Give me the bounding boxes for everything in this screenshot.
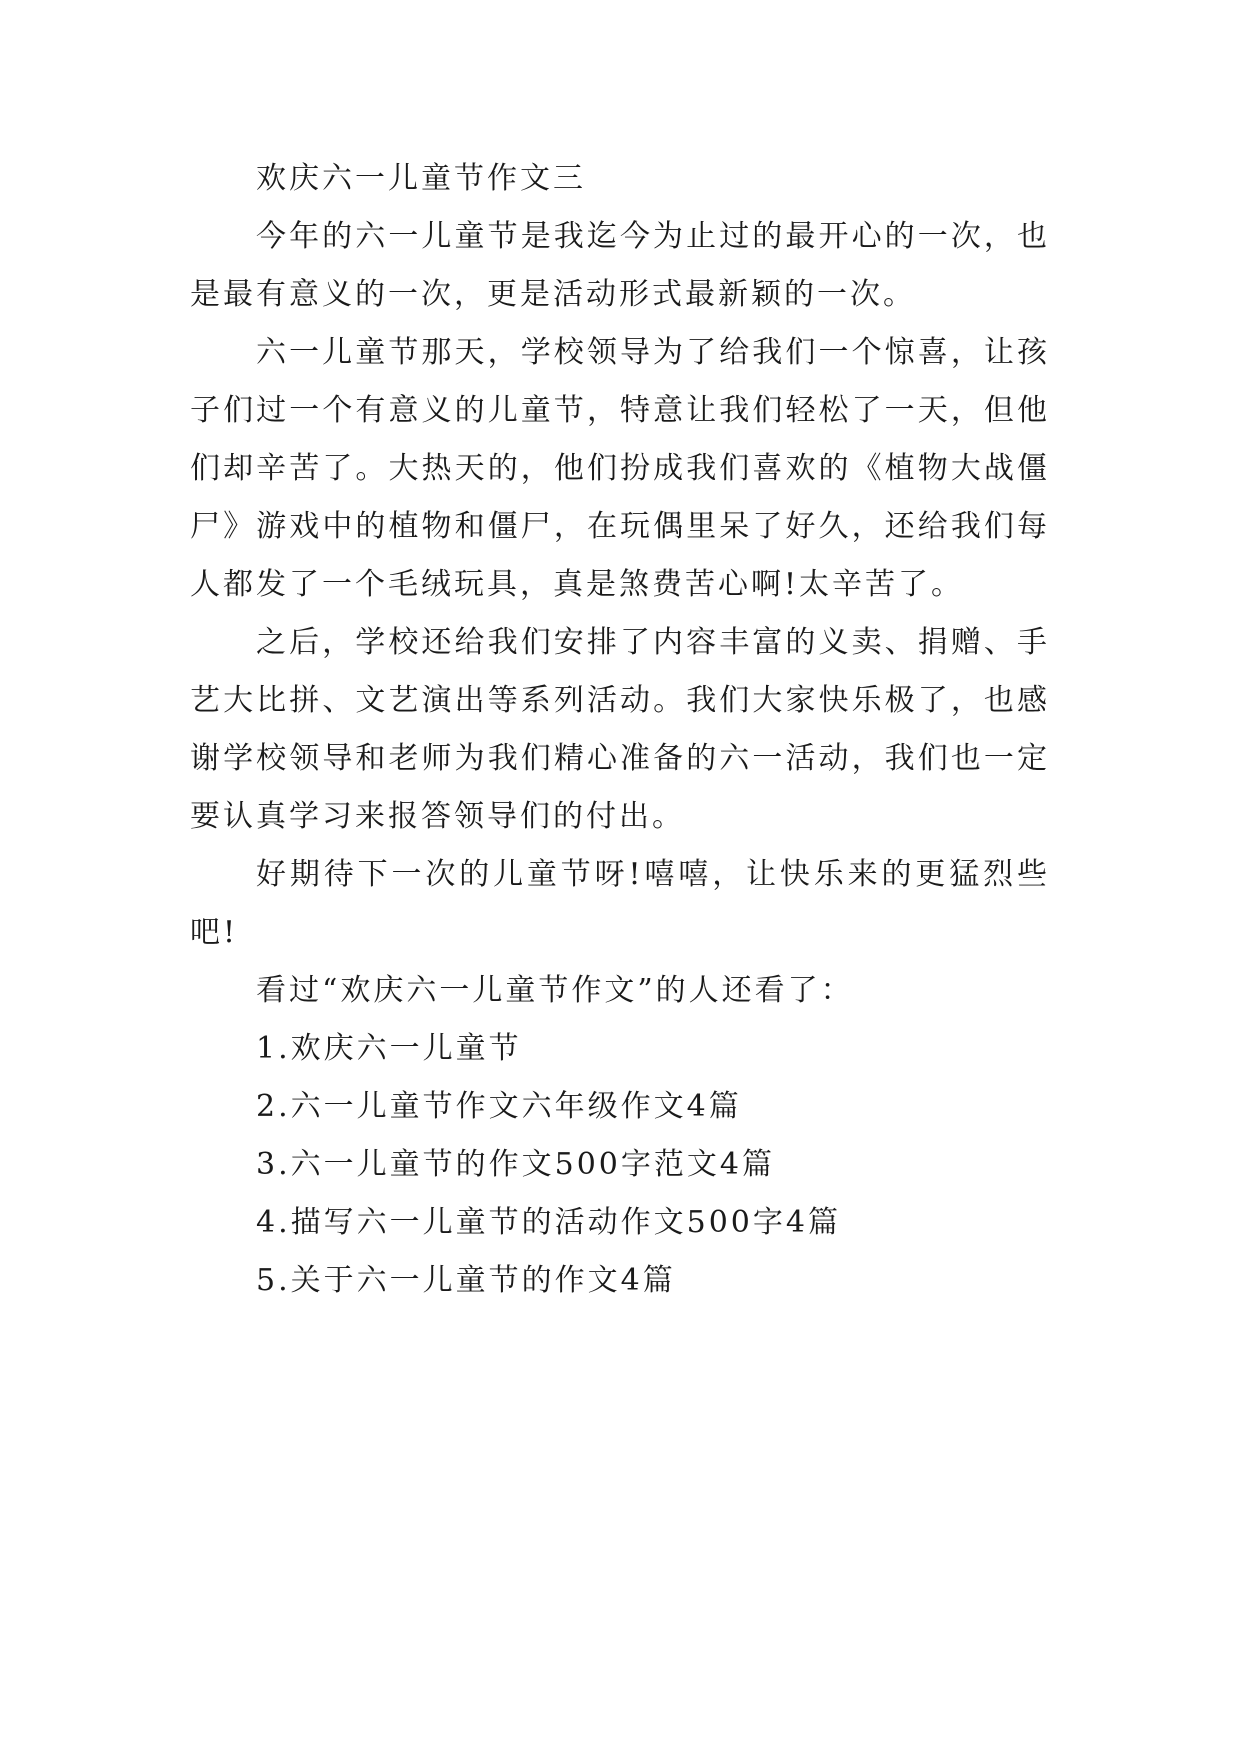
paragraph-4: 好期待下一次的儿童节呀!嘻嘻，让快乐来的更猛烈些吧! — [190, 857, 1050, 950]
document-page — [190, 150, 1050, 1310]
related-link[interactable]: 3.六一儿童节的作文500字范文4篇 — [256, 1147, 775, 1182]
document-title: 欢庆六一儿童节作文三 — [256, 161, 586, 196]
related-link[interactable]: 5.关于六一儿童节的作文4篇 — [256, 1263, 676, 1298]
related-link[interactable]: 1.欢庆六一儿童节 — [256, 1031, 522, 1066]
related-link[interactable]: 4.描写六一儿童节的活动作文500字4篇 — [256, 1205, 841, 1240]
related-link[interactable]: 2.六一儿童节作文六年级作文4篇 — [256, 1089, 742, 1124]
related-list — [190, 1020, 1050, 1310]
related-heading: 看过“欢庆六一儿童节作文”的人还看了： — [256, 973, 854, 1008]
paragraph-2: 六一儿童节那天，学校领导为了给我们一个惊喜，让孩子们过一个有意义的儿童节，特意让我们轻松了一天，但他们却辛苦了。大热天的，他们扮成我们喜欢的《植物大战僵尸》游戏中的植物和僵尸，在玩偶里呆了好久，还给我们每人都发了一个毛绒玩具，真是煞费苦心啊!太辛苦了。 — [190, 335, 1050, 602]
paragraph-3: 之后，学校还给我们安排了内容丰富的义卖、捐赠、手艺大比拼、文艺演出等系列活动。我们大家快乐极了，也感谢学校领导和老师为我们精心准备的六一活动，我们也一定要认真学习来报答领导们的付出。 — [190, 625, 1050, 834]
paragraph-1: 今年的六一儿童节是我迄今为止过的最开心的一次，也是最有意义的一次，更是活动形式最新颖的一次。 — [190, 219, 1050, 312]
